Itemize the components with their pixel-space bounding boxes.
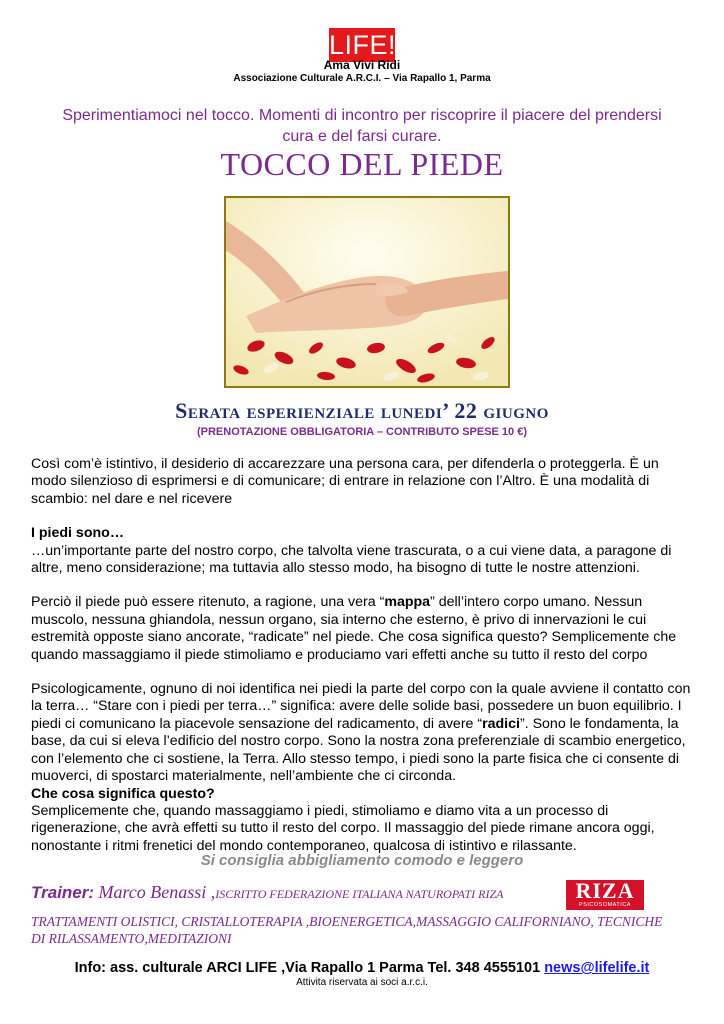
foot-massage-illustration (226, 198, 508, 386)
members-only-note: Attivita riservata ai soci a.r.c.i. (296, 977, 428, 988)
page-title: TOCCO DEL PIEDE (220, 146, 504, 182)
trainer-label: Trainer: (31, 883, 94, 902)
riza-logo-word: RIZA (575, 878, 635, 903)
body-text (31, 456, 695, 855)
map-emphasis: mappa (384, 594, 431, 611)
paragraph-psychology: Psicologicamente, ognuno di noi identifica nei piedi la parte del corpo con la quale avviene il contatto con la terra… “Stare con i piedi per terra…” significa: avere delle solide basi, possedere un buon equilibrio. I piedi ci comunicano la piacevole sensazione del radicamento, di avere “radici”. Sono le fondamenta, la base, da cui si eleva l’edificio del nostro corpo. Sono la nostra zona preferenziale di scambio energetico, con l’elemento che ci sostiene, la Terra. Allo stesso tempo, i piedi sono la parte fisica che ci consente di muoverci, di spostarci materialmente, nell’ambiente che ci circonda. (31, 681, 691, 785)
question-heading: Che cosa significa questo? (31, 785, 215, 802)
event-title: Serata esperienziale lunedi’ 22 giugno (175, 398, 549, 423)
trainer-name: Marco Benassi , (98, 882, 216, 902)
contact-info (0, 960, 724, 976)
paragraph-intro: Così com’è istintivo, il desiderio di accarezzare una persona cara, per difenderla o proteggerla. È un modo silenzioso di esprimersi e di comunicare; di entrare in relazione con l’Altro. È una modalità di scambio: nel dare e nel ricevere (31, 456, 659, 507)
trainer-treatments: TRATTAMENTI OLISTICI, CRISTALLOTERAPIA ,BIOENERGETICA,MASSAGGIO CALIFORNIANO, TECNICHE DI RILASSAMENTO,MEDITAZIONI (31, 914, 663, 946)
association-address: Associazione Culturale A.R.C.I. – Via Rapallo 1, Parma (233, 73, 491, 84)
clothing-suggestion: Si consiglia abbigliamento comodo e leggero (200, 852, 524, 869)
riza-logo (566, 880, 644, 910)
life-logo: LIFE! (329, 30, 397, 60)
feet-heading: I piedi sono… (31, 525, 125, 542)
event-note: (PRENOTAZIONE OBBLIGATORIA – CONTRIBUTO SPESE 10 €) (196, 426, 528, 438)
intro-text: Sperimentiamoci nel tocco. Momenti di incontro per riscoprire il piacere del prendersi cura e del farsi curare. (62, 107, 662, 145)
trainer-line (31, 882, 571, 903)
paragraph-feet: …un’importante parte del nostro corpo, che talvolta viene trascurata, o a cui viene data, a paragone di altre, meno considerazione; ma tuttavia allo stesso modo, ha bisogno di tutte le nostre attenzioni. (31, 542, 672, 577)
riza-logo-subtitle: PSICOSOMATICA (579, 902, 631, 908)
tagline: Ama Vivi Ridi (323, 58, 401, 72)
trainer-credential: ISCRITTO FEDERAZIONE ITALIANA NATUROPATI RIZA (215, 887, 504, 901)
roots-emphasis: radici (482, 715, 520, 732)
foot-massage-photo (224, 196, 510, 388)
paragraph-answer: Semplicemente che, quando massaggiamo i piedi, stimoliamo e diamo vita a un processo di rigenerazione, che avrà effetti su tutto il resto del corpo. Il massaggio del piede rimane ancora oggi, nonostante i ritmi frenetici del mondo contemporaneo, qualcosa di istintivo e rilassante. (31, 802, 655, 854)
contact-text: Info: ass. culturale ARCI LIFE ,Via Rapallo 1 Parma Tel. 348 4555101 (74, 960, 545, 976)
email-link[interactable]: news@lifelife.it (544, 960, 650, 976)
paragraph-map: Perciò il piede può essere ritenuto, a ragione, una vera “mappa” dell’intero corpo umano. Nessun muscolo, nessuna ghiandola, nessun organo, sia interno che esterno, è privo di innervazioni le cui estremità opposte siano ancorate, “radicate” nel piede. Che cosa significa questo? Semplicemente che quando massaggiamo il piede stimoliamo e produciamo vari effetti anche su tutto il resto del corpo (31, 594, 677, 663)
